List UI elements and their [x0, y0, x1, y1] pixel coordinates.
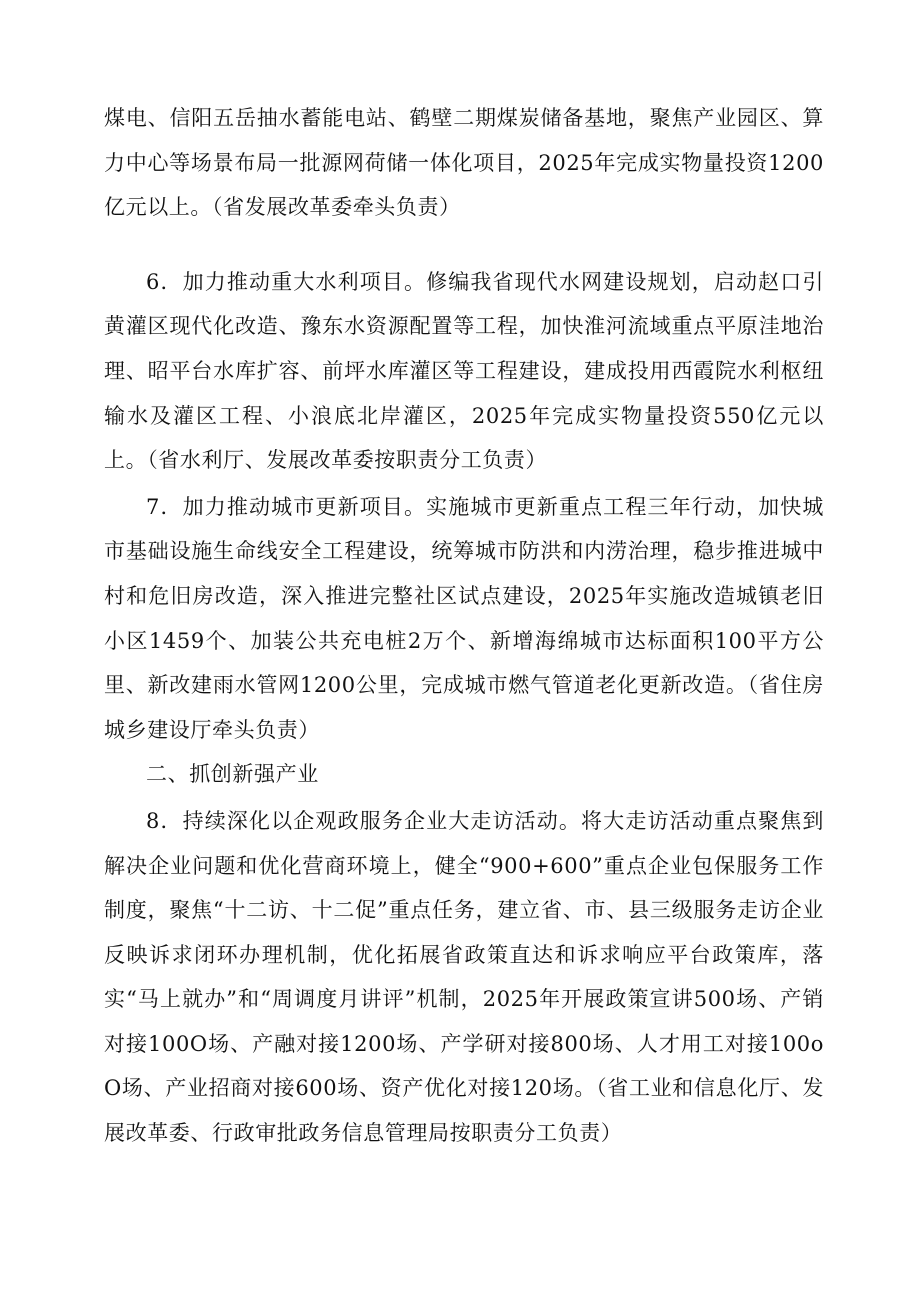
document-body [104, 96, 824, 1156]
item-8-paragraph: 8．持续深化以企观政服务企业大走访活动。将大走访活动重点聚焦到解决企业问题和优化营商环境上，健全“900+600”重点企业包保服务工作制度，聚焦“十二访、十二促”重点任务，建立省、市、县三级服务走访企业反映诉求闭环办理机制，优化拓展省政策直达和诉求响应平台政策库，落实“马上就办”和“周调度月讲评”机制，2025年开展政策宣讲500场、产销对接100O场、产融对接1200场、产学研对接800场、人才用工对接100oO场、产业招商对接600场、资产优化对接120场。（省工业和信息化厅、发展改革委、行政审批政务信息管理局按职责分工负责） [104, 808, 824, 1146]
continuation-paragraph: 煤电、信阳五岳抽水蓄能电站、鹤壁二期煤炭储备基地，聚焦产业园区、算力中心等场景布局一批源网荷储一体化项目，2025年完成实物量投资1200亿元以上。（省发展改革委牵头负责） [104, 106, 824, 220]
item-7-paragraph: 7．加力推动城市更新项目。实施城市更新重点工程三年行动，加快城市基础设施生命线安全工程建设，统筹城市防洪和内涝治理，稳步推进城中村和危旧房改造，深入推进完整社区试点建设，2025年实施改造城镇老旧小区1459个、加装公共充电桩2万个、新增海绵城市达标面积100平方公里、新改建雨水管网1200公里，完成城市燃气管道老化更新改造。（省住房城乡建设厅牵头负责） [104, 494, 824, 742]
section-heading: 二、抓创新强产业 [146, 762, 319, 787]
item-6-paragraph: 6．加力推动重大水利项目。修编我省现代水网建设规划，启动赵口引黄灌区现代化改造、豫东水资源配置等工程，加快淮河流域重点平原洼地治理、昭平台水库扩容、前坪水库灌区等工程建设，建成投用西霞院水利枢纽输水及灌区工程、小浪底北岸灌区，2025年完成实物量投资550亿元以上。（省水利厅、发展改革委按职责分工负责） [104, 269, 824, 473]
